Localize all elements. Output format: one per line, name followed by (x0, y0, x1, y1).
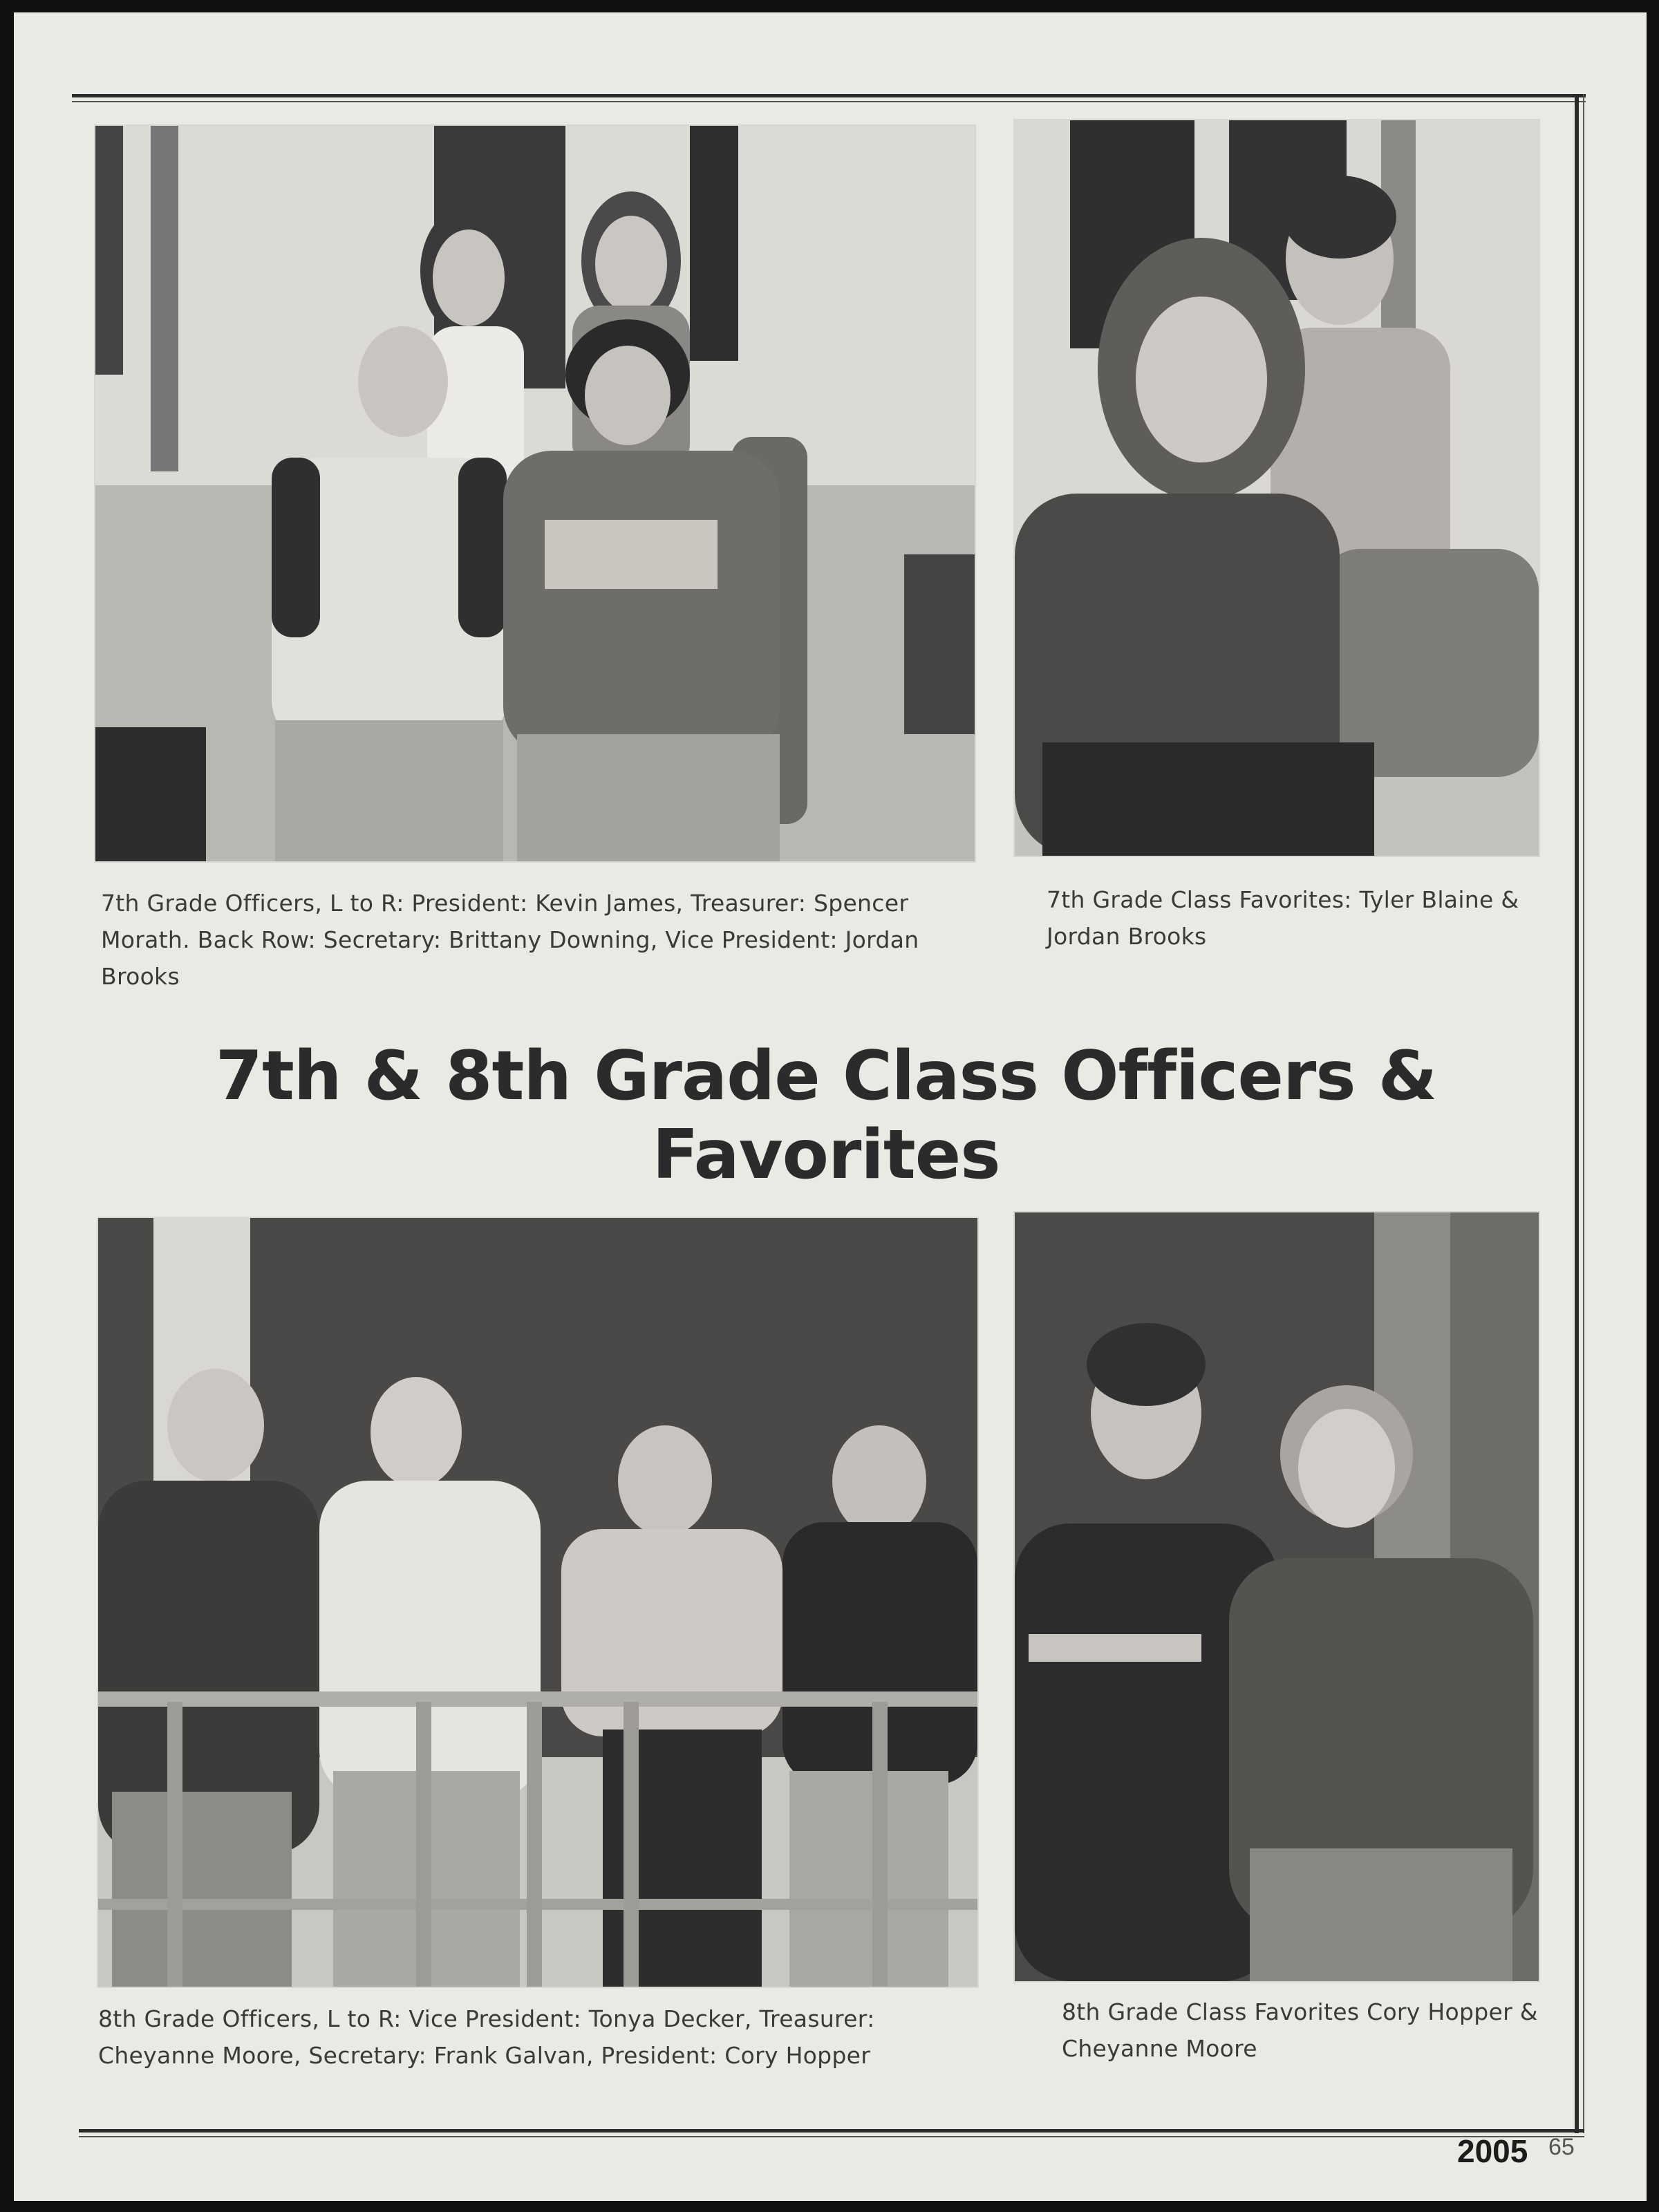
page-title: 7th & 8th Grade Class Officers & Favorites (215, 1037, 1437, 1194)
frame-border-bottom-inner (79, 2136, 1584, 2137)
caption-eighth-officers: 8th Grade Officers, L to R: Vice President: Tonya Decker, Treasurer: Cheyanne Moore, Secretary: Frank Galvan, President: Cory Hopper (98, 2005, 875, 2069)
caption-eighth-favorites: 8th Grade Class Favorites Cory Hopper & Cheyanne Moore (1062, 1998, 1538, 2062)
frame-border-top-inner (72, 101, 1586, 102)
photo-eighth-grade-officers (97, 1217, 979, 1988)
frame-border-bottom (79, 2129, 1584, 2133)
page-number: 65 (1548, 2134, 1575, 2160)
footer-year: 2005 (1457, 2133, 1528, 2169)
photo-eighth-grade-favorites (1013, 1211, 1540, 1983)
caption-seventh-officers: 7th Grade Officers, L to R: President: Kevin James, Treasurer: Spencer Morath. Back Row: Secretary: Brittany Downing, Vice President: Jordan Brooks (101, 890, 919, 990)
photo-seventh-grade-officers (94, 124, 976, 863)
frame-border-top (72, 94, 1586, 97)
caption-seventh-favorites: 7th Grade Class Favorites: Tyler Blaine & Jordan Brooks (1047, 886, 1519, 950)
photo-seventh-grade-favorites (1013, 119, 1540, 857)
